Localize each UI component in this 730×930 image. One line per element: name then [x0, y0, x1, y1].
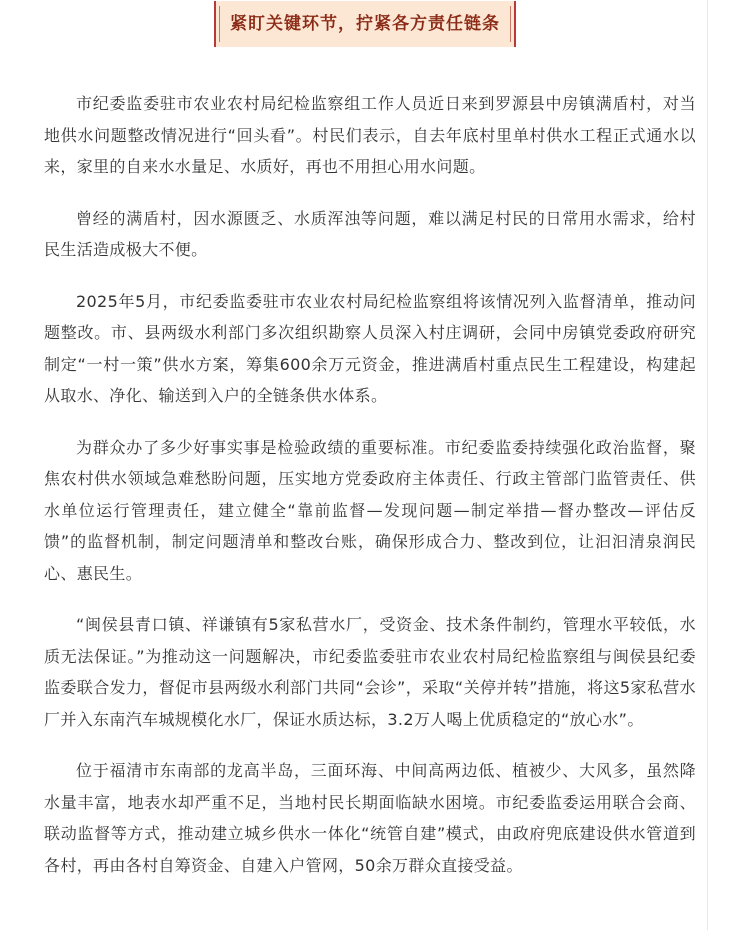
paragraph-6: 位于福清市东南部的龙高半岛，三面环海、中间高两边低、植被少、大风多，虽然降水量丰富，地表水却严重不足，当地村民长期面临缺水困境。市纪委监委运用联合会商、联动监督等方式，推动建立城乡供水一体化“统管自建”模式，由政府兜底建设供水管道到各村，再由各村自筹资金、自建入户管网，50余万群众直接受益。	[44, 761, 696, 875]
heading-title: 紧盯关键环节，拧紧各方责任链条	[230, 14, 500, 34]
paragraph-1: 市纪委监委驻市农业农村局纪检监察组工作人员近日来到罗源县中房镇满盾村，对当地供水问题整改情况进行“回头看”。村民们表示，自去年底村里单村供水工程正式通水以来，家里的自来水水量足、水质好，再也不用担心用水问题。	[44, 94, 696, 176]
paragraph-3: 2025年5月，市纪委监委驻市农业农村局纪检监察组将该情况列入监督清单，推动问题整改。市、县两级水利部门多次组织勘察人员深入村庄调研，会同中房镇党委政府研究制定“一村一策”供水方案，筹集600余万元资金，推进满盾村重点民生工程建设，构建起从取水、净化、输送到入户的全链条供水体系。	[44, 291, 696, 405]
paragraph-5: “闽侯县青口镇、祥谦镇有5家私营水厂，受资金、技术条件制约，管理水平较低，水质无法保证。”为推动这一问题解决，市纪委监委驻市农业农村局纪检监察组与闽侯县纪委监委联合发力，督促市县两级水利部门共同“会诊”，采取“关停并转”措施，将这5家私营水厂并入东南汽车城规模化水厂，保证水质达标，3.2万人喝上优质稳定的“放心水”。	[44, 615, 696, 729]
article-body	[44, 88, 696, 901]
section-heading	[214, 1, 516, 47]
page-border-line	[707, 0, 708, 930]
paragraph-4: 为群众办了多少好事实事是检验政绩的重要标准。市纪委监委持续强化政治监督，聚焦农村供水领域急难愁盼问题，压实地方党委政府主体责任、行政主管部门监管责任、供水单位运行管理责任，建立健全“靠前监督—发现问题—制定举措—督办整改—评估反馈”的监督机制，制定问题清单和整改台账，确保形成合力、整改到位，让汩汩清泉润民心、惠民生。	[44, 437, 696, 583]
paragraph-2: 曾经的满盾村，因水源匮乏、水质浑浊等问题，难以满足村民的日常用水需求，给村民生活造成极大不便。	[44, 208, 696, 259]
